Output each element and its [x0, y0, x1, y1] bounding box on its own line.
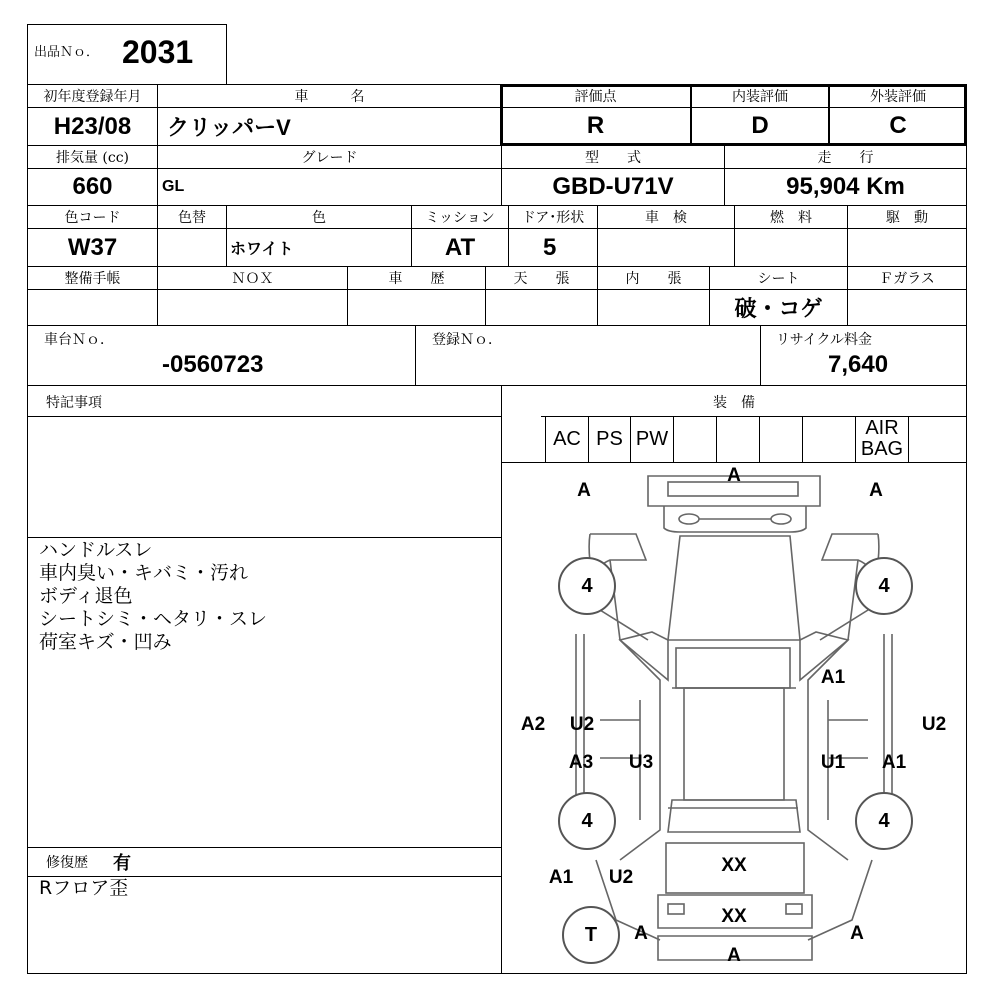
damage-mark: A — [577, 480, 591, 501]
damage-mark: A — [850, 923, 864, 944]
score-value: R — [586, 111, 605, 139]
notes-label: 特記事項 — [46, 395, 102, 411]
maintenance-cell — [27, 289, 158, 326]
spare-tire: T — [562, 906, 620, 964]
car-name-value: クリッパーV — [167, 115, 291, 140]
damage-mark: XX — [721, 906, 747, 927]
chassis-value: -0560723 — [162, 351, 264, 378]
fuel-label: 燃 料 — [770, 210, 812, 226]
lot-number: 2031 — [122, 33, 194, 70]
roof-cell — [485, 289, 598, 326]
damage-mark: U2 — [921, 714, 947, 735]
damage-mark: A — [869, 480, 883, 501]
color-change-value — [157, 228, 227, 267]
drive-label: 駆 動 — [886, 210, 928, 226]
equip-air: AIR — [865, 417, 899, 439]
tire-rear-left: 4 — [558, 792, 616, 850]
reg-label: 登録Ｎｏ． — [432, 332, 502, 348]
grade-value: GL — [162, 178, 185, 195]
damage-mark: U2 — [569, 714, 595, 735]
damage-mark: A3 — [568, 752, 594, 773]
nox-cell — [157, 289, 348, 326]
chassis-label: 車台Ｎｏ． — [44, 332, 114, 348]
drive-value — [847, 228, 967, 267]
glass-cell — [847, 289, 967, 326]
repair-header-cell — [27, 847, 502, 877]
nox-label: ＮＯＸ — [231, 271, 274, 287]
tire-rear-right: 4 — [855, 792, 913, 850]
color-value: ホワイト — [230, 241, 294, 258]
mission-label: ミッション — [425, 210, 495, 226]
equip-bag: BAG — [860, 438, 904, 460]
lot-label: 出品Ｎｏ． — [34, 44, 100, 60]
grade-cell — [157, 168, 502, 206]
model-label: 型 式 — [585, 150, 641, 166]
displacement-value: 660 — [72, 173, 113, 200]
inspection-value — [597, 228, 735, 267]
inspection-label: 車 検 — [645, 210, 687, 226]
door-value: 5 — [543, 233, 557, 261]
inner-label: 内 張 — [625, 271, 682, 287]
history-label: 車 歴 — [388, 271, 445, 287]
damage-mark: A1 — [548, 867, 574, 888]
seat-label: シート — [757, 271, 800, 287]
glass-label: Ｆガラス — [879, 271, 935, 287]
note-line: シートシミ・ヘタリ・スレ — [39, 608, 268, 630]
exterior-label: 外装評価 — [870, 89, 926, 105]
score-label: 評価点 — [574, 89, 617, 105]
displacement-label: 排気量 (cc) — [55, 150, 130, 166]
note-line: ハンドルスレ — [39, 539, 153, 561]
recycle-label: リサイクル料金 — [776, 332, 873, 348]
color-change-label: 色替 — [178, 210, 206, 226]
color-code-label: 色コード — [64, 210, 121, 226]
damage-mark: A2 — [520, 714, 546, 735]
damage-mark: U3 — [628, 752, 654, 773]
note-line: 荷室キズ・凹み — [39, 631, 172, 653]
mission-value: AT — [444, 233, 476, 261]
model-value: GBD-U71V — [552, 173, 674, 200]
first-reg-label: 初年度登録年月 — [43, 89, 142, 105]
damage-mark: A — [727, 465, 741, 486]
tire-front-right: 4 — [855, 557, 913, 615]
damage-mark: A — [634, 923, 648, 944]
equip-ps: PS — [596, 428, 623, 450]
damage-mark: U2 — [608, 867, 634, 888]
car-name-label: 車 名 — [294, 89, 365, 105]
repair-label: 修復歴 — [46, 855, 88, 871]
equip-ac: AC — [553, 428, 581, 450]
repair-value: 有 — [113, 853, 131, 873]
color-code-value: W37 — [67, 233, 118, 261]
inner-cell — [597, 289, 710, 326]
repair-detail: Rフロア歪 — [39, 877, 129, 899]
fuel-value — [734, 228, 848, 267]
damage-mark: A1 — [820, 667, 846, 688]
door-label: ドア･形状 — [521, 210, 585, 226]
interior-value: D — [751, 111, 769, 139]
damage-mark: A — [727, 945, 741, 966]
exterior-value: C — [889, 111, 907, 139]
first-reg-value: H23/08 — [53, 112, 132, 140]
roof-label: 天 張 — [513, 271, 570, 287]
equipment-label: 装 備 — [713, 395, 755, 411]
seat-value: 破・コゲ — [734, 296, 823, 321]
damage-mark: U1 — [820, 752, 846, 773]
interior-label: 内装評価 — [732, 89, 788, 105]
mileage-label: 走 行 — [817, 150, 874, 166]
tire-front-left: 4 — [558, 557, 616, 615]
color-label: 色 — [312, 210, 326, 226]
note-line: ボディ退色 — [39, 585, 133, 607]
history-cell — [347, 289, 486, 326]
notes-top-cell — [27, 416, 502, 538]
maintenance-label: 整備手帳 — [64, 271, 121, 287]
equip-pw: PW — [635, 428, 669, 450]
recycle-value: 7,640 — [828, 351, 889, 378]
damage-mark: A1 — [881, 752, 907, 773]
note-line: 車内臭い・キバミ・汚れ — [39, 562, 249, 584]
grade-label: グレード — [301, 150, 358, 166]
damage-mark: XX — [721, 855, 747, 876]
mileage-value: 95,904 Km — [786, 173, 905, 200]
